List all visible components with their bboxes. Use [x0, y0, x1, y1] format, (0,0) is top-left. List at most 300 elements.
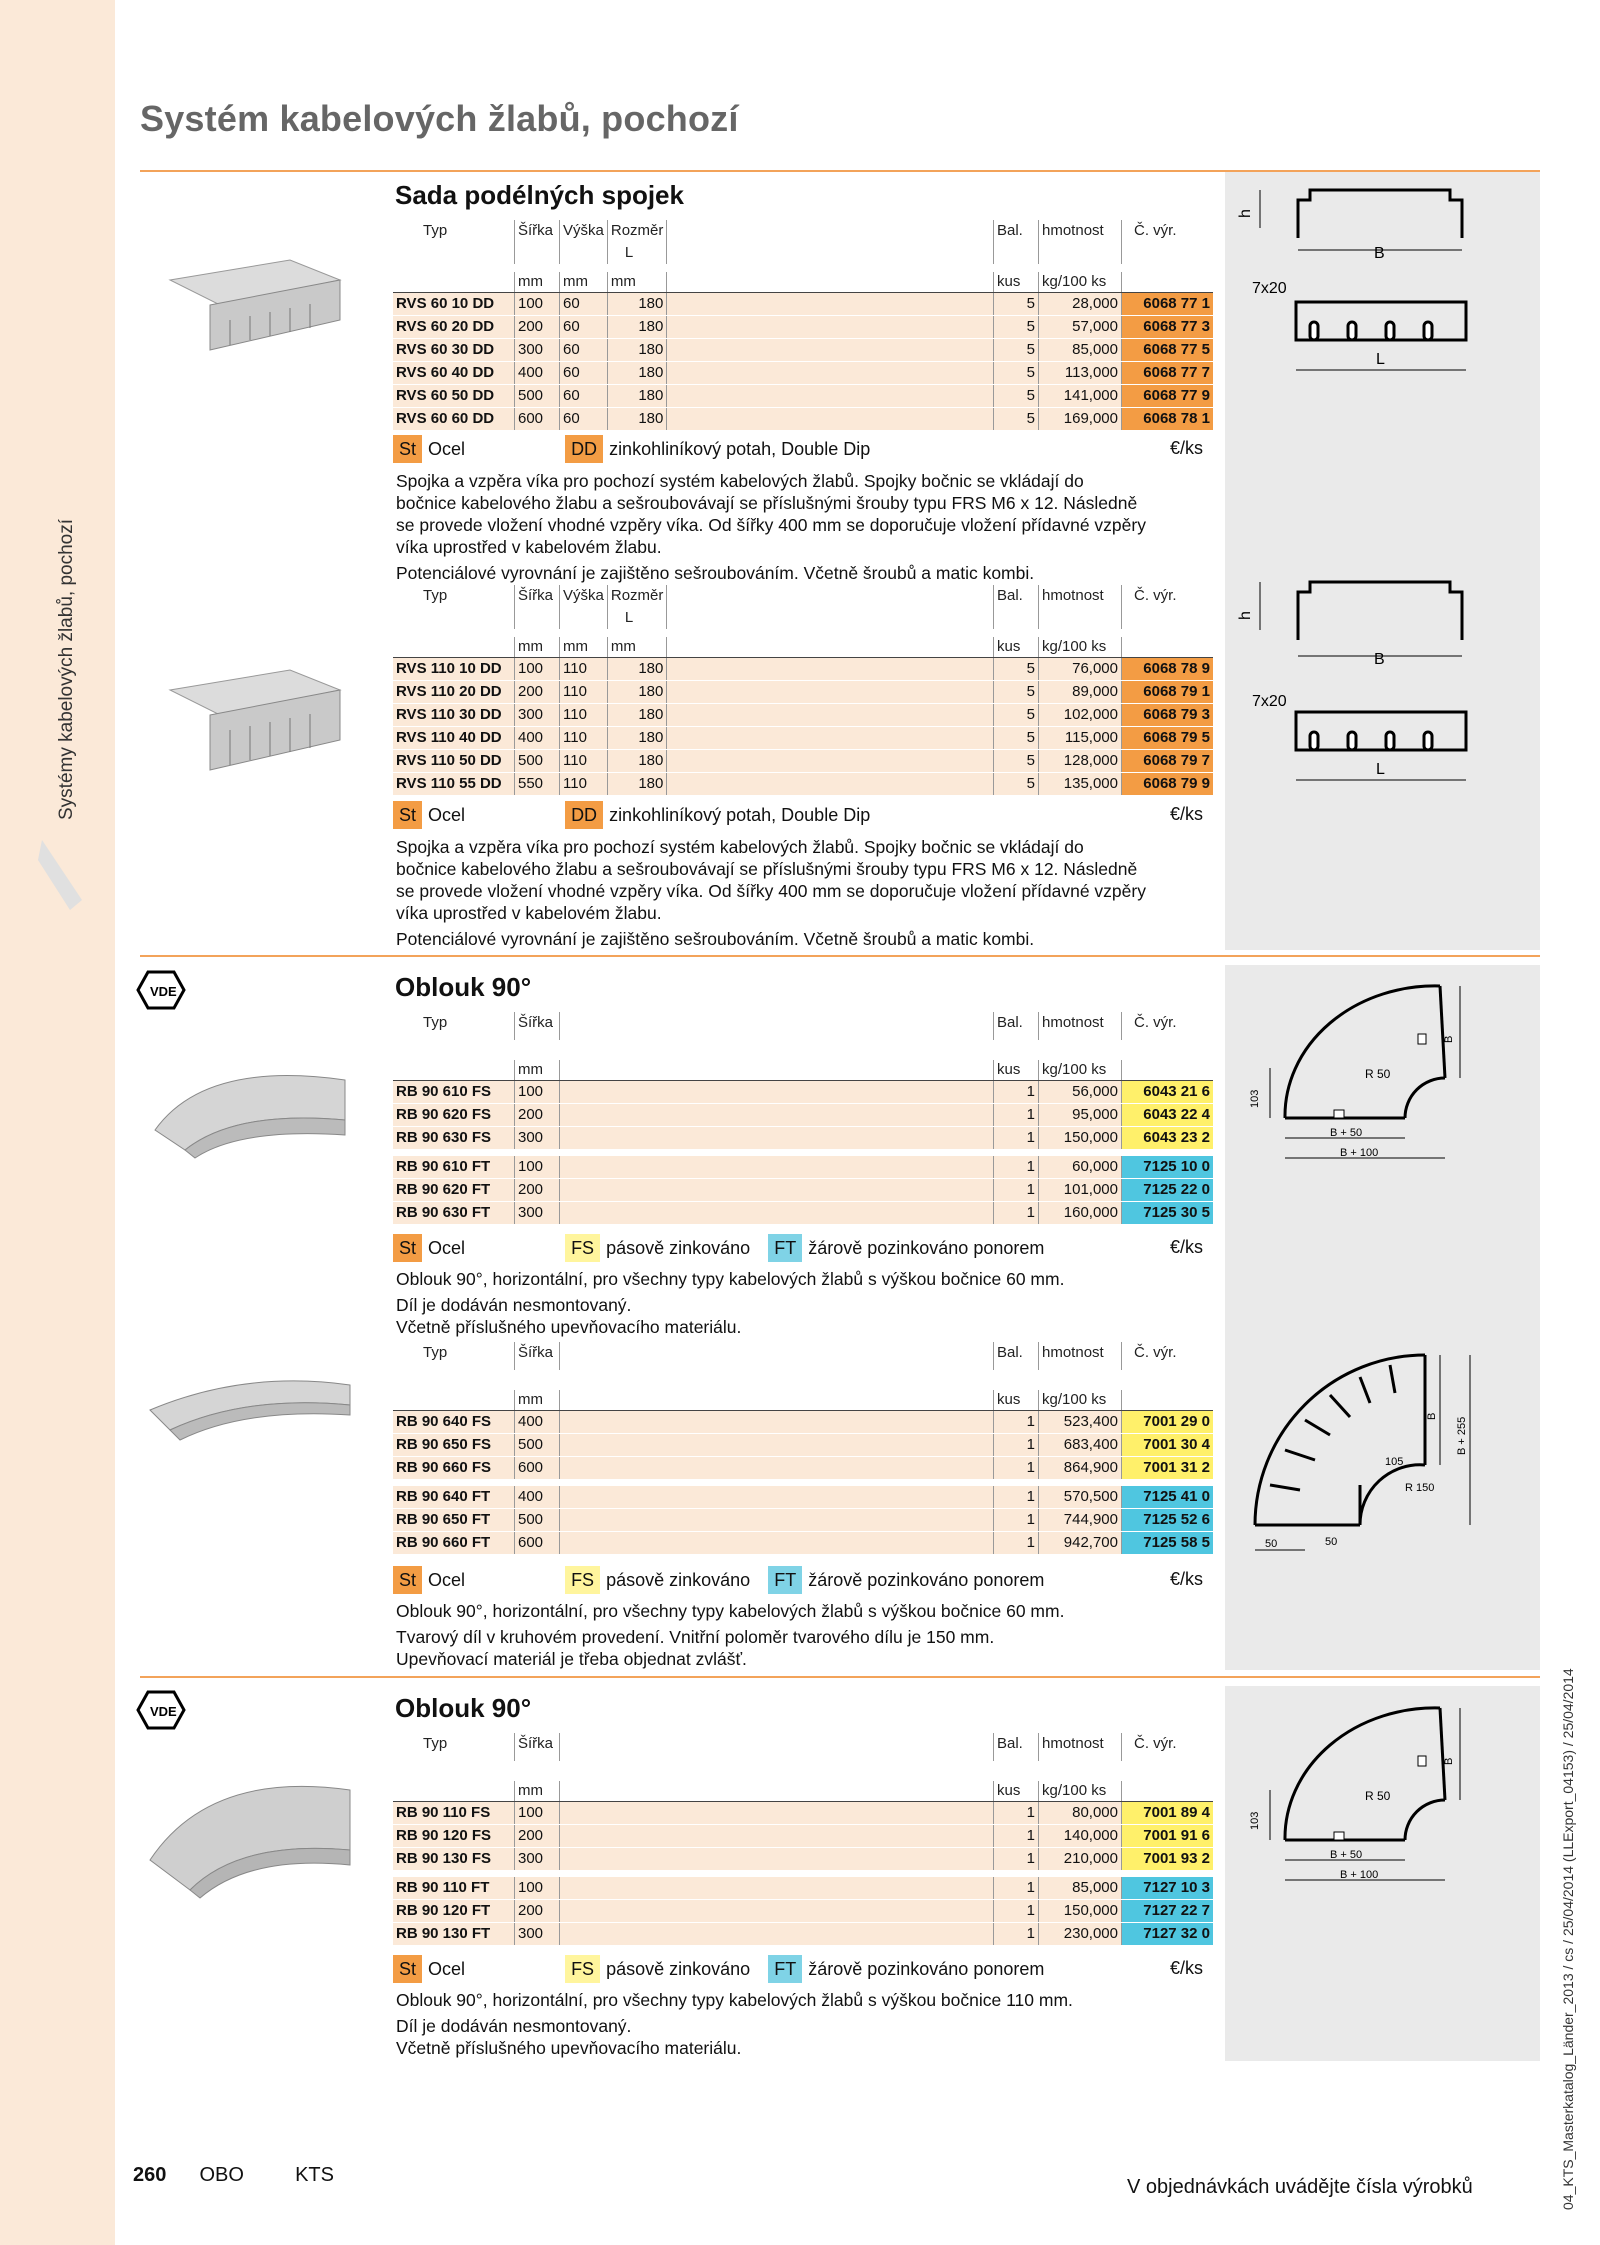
cell-code: 7001 89 4: [1122, 1802, 1214, 1825]
cell-bal: 1: [994, 1179, 1039, 1202]
cell-hmotnost: 744,900: [1039, 1509, 1122, 1532]
cell-vyska: 60: [560, 316, 608, 339]
cell-bal: 5: [994, 750, 1039, 773]
cell-typ: RVS 110 50 DD: [393, 750, 515, 773]
material-st-badge: St: [393, 1955, 422, 1983]
cell-typ: RB 90 610 FT: [393, 1156, 515, 1179]
cell-code: 7125 22 0: [1122, 1179, 1214, 1202]
cell-code: 7125 41 0: [1122, 1486, 1214, 1509]
description: Oblouk 90°, horizontální, pro všechny typy kabelových žlabů s výškou bočnice 60 mm. Díl je dodáván nesmontovaný. Včetně příslušného upevňovacího materiálu.: [396, 1269, 1065, 1337]
col-hmotnost: hmotnost: [1039, 1733, 1122, 1761]
cell-rozmer: 180: [607, 750, 667, 773]
cell-hmotnost: 141,000: [1039, 385, 1122, 408]
cell-typ: RB 90 630 FT: [393, 1202, 515, 1225]
svg-text:R 150: R 150: [1405, 1482, 1435, 1494]
cell-code: 6068 79 5: [1122, 727, 1214, 750]
table-row: [393, 704, 1213, 727]
cell-hmotnost: 80,000: [1039, 1802, 1122, 1825]
table-row: [393, 293, 1213, 316]
table-row: [393, 1825, 1213, 1848]
cell-sirka: 100: [515, 1156, 560, 1179]
product-table: Typ Šířka Výška Rozměr L Bal. hmotnost Č. výr. mm mm mm kus kg/100 ks RVS 110 10 DD 100 110 180 5 76,000 6068 78 9 RVS 110 20 DD 200 110 180 5 89,000 6068 79 1 RVS 110 30 DD 300 110 180 5 102,000 6068 79 3 RVS 110 40 DD 400 110 180 5 115,000 6068 79 5 RVS 110 50 DD 500 110 180 5 128,000 6068 79 7 RVS 110 55 DD 550 110 180 5 135,000 6068 79 9: [393, 585, 1213, 796]
cell-hmotnost: 169,000: [1039, 408, 1122, 431]
cell-rozmer: 180: [607, 293, 667, 316]
cell-bal: 5: [994, 408, 1039, 431]
cell-sirka: 400: [515, 362, 560, 385]
material-fs-badge: FS: [565, 1566, 600, 1594]
cell-hmotnost: 942,700: [1039, 1532, 1122, 1555]
cell-bal: 1: [994, 1411, 1039, 1434]
cell-bal: 5: [994, 773, 1039, 796]
cell-typ: RB 90 640 FT: [393, 1486, 515, 1509]
cell-code: 7125 10 0: [1122, 1156, 1214, 1179]
svg-text:B: B: [1426, 1412, 1438, 1420]
cell-hmotnost: 57,000: [1039, 316, 1122, 339]
cell-typ: RVS 60 20 DD: [393, 316, 515, 339]
svg-text:50: 50: [1325, 1536, 1338, 1548]
cell-bal: 5: [994, 293, 1039, 316]
svg-text:105: 105: [1385, 1456, 1404, 1468]
cell-sirka: 400: [515, 727, 560, 750]
section-divider: [140, 955, 1540, 957]
col-bal: Bal.: [994, 585, 1039, 629]
svg-text:7x20: 7x20: [1252, 280, 1287, 297]
cell-code: 7001 91 6: [1122, 1825, 1214, 1848]
cell-hmotnost: 230,000: [1039, 1923, 1122, 1946]
table-row: [393, 1457, 1213, 1480]
cell-typ: RVS 60 40 DD: [393, 362, 515, 385]
bend-diagram-3: [1240, 1690, 1520, 1900]
cell-code: 6068 78 1: [1122, 408, 1214, 431]
col-bal: Bal.: [994, 1342, 1039, 1370]
description: Spojka a vzpěra víka pro pochozí systém kabelových žlabů. Spojky bočnic se vkládají do bočnice kabelového žlabu a sešroubovávají se příslušnými šrouby typu FRS M6 x 12. Následně se provede vložení vhodné vzpěry víka. Od šířky 400 mm se doporučuje vložení přídavné vzpěry víka uprostřed v kabelovém žlabu. Potenciálové vyrovnání je zajištěno sešroubováním. Včetně šroubů a matic kombi.: [396, 471, 1146, 583]
cell-bal: 5: [994, 362, 1039, 385]
material-line: [393, 435, 870, 463]
col-sirka: Šířka: [515, 220, 560, 264]
material-st-badge: St: [393, 1234, 422, 1262]
footer-right: V objednávkách uvádějte čísla výrobků: [1127, 2176, 1473, 2198]
table-row: [393, 1434, 1213, 1457]
table-row: [393, 1486, 1213, 1509]
table-row: [393, 316, 1213, 339]
cell-code: 6043 22 4: [1122, 1104, 1214, 1127]
table-row: [393, 1848, 1213, 1871]
col-sirka: Šířka: [515, 1012, 560, 1040]
svg-text:B + 50: B + 50: [1330, 1849, 1363, 1861]
material-fs-text: pásově zinkováno: [606, 1959, 751, 1979]
cell-bal: 1: [994, 1202, 1039, 1225]
price-unit: €/ks: [1170, 804, 1204, 824]
svg-text:L: L: [1376, 351, 1385, 368]
cell-sirka: 100: [515, 1802, 560, 1825]
table-row: [393, 750, 1213, 773]
cell-typ: RB 90 660 FT: [393, 1532, 515, 1555]
cell-code: 6068 79 1: [1122, 681, 1214, 704]
cell-code: 6068 77 3: [1122, 316, 1214, 339]
price-unit: €/ks: [1170, 1569, 1204, 1589]
col-typ: Typ: [423, 587, 448, 604]
description: Oblouk 90°, horizontální, pro všechny typy kabelových žlabů s výškou bočnice 60 mm. Tvarový díl v kruhovém provedení. Vnitřní poloměr tvarového dílu je 150 mm. Upevňovací materiál je třeba objednat zvlášť.: [396, 1601, 1065, 1669]
cell-vyska: 60: [560, 362, 608, 385]
product-table: Typ Šířka Bal. hmotnost Č. výr. mm kus kg/100 ks RB 90 110 FS 100 1 80,000 7001 89 4 RB 90 120 FS 200 1 140,000 7001 91 6 RB 90 130 FS 300 1 210,000 7001 93 2 RB 90 110 FT 100 1 85,000 7127 10 3 RB 90 120 FT 200 1 150,000 7127 22 7 RB 90 130 FT 300 1 230,000 7127 32 0: [393, 1733, 1213, 1946]
side-label: Systémy kabelových žlabů, pochozí: [56, 519, 77, 820]
price-unit: €/ks: [1170, 438, 1204, 458]
cell-typ: RB 90 620 FT: [393, 1179, 515, 1202]
material-dd-badge: DD: [565, 801, 603, 829]
cell-typ: RB 90 660 FS: [393, 1457, 515, 1480]
cell-hmotnost: 28,000: [1039, 293, 1122, 316]
col-rozmer: Rozměr L: [607, 585, 667, 629]
svg-text:VDE: VDE: [150, 984, 177, 999]
material-ft-badge: FT: [768, 1566, 802, 1594]
cell-sirka: 500: [515, 1434, 560, 1457]
material-fs-badge: FS: [565, 1234, 600, 1262]
cell-sirka: 300: [515, 704, 560, 727]
cell-sirka: 200: [515, 1825, 560, 1848]
cell-hmotnost: 210,000: [1039, 1848, 1122, 1871]
cell-bal: 1: [994, 1081, 1039, 1104]
svg-text:B: B: [1374, 245, 1385, 262]
material-ft-text: žárově pozinkováno ponorem: [808, 1959, 1045, 1979]
cell-code: 6068 79 3: [1122, 704, 1214, 727]
cell-bal: 5: [994, 339, 1039, 362]
col-typ: Typ: [423, 222, 448, 239]
svg-text:L: L: [1376, 761, 1385, 778]
material-dd-text: zinkohliníkový potah, Double Dip: [609, 805, 871, 825]
table-row: [393, 1900, 1213, 1923]
product-table: Typ Šířka Bal. hmotnost Č. výr. mm kus kg/100 ks RB 90 610 FS 100 1 56,000 6043 21 6 RB 90 620 FS 200 1 95,000 6043 22 4 RB 90 630 FS 300 1 150,000 6043 23 2 RB 90 610 FT 100 1 60,000 7125 10 0 RB 90 620 FT 200 1 101,000 7125 22 0 RB 90 630 FT 300 1 160,000 7125 30 5: [393, 1012, 1213, 1225]
cell-hmotnost: 570,500: [1039, 1486, 1122, 1509]
cell-bal: 1: [994, 1877, 1039, 1900]
coupler-photo-2: [150, 660, 350, 780]
cell-sirka: 200: [515, 681, 560, 704]
cell-code: 6068 77 5: [1122, 339, 1214, 362]
svg-text:B: B: [1443, 1757, 1455, 1765]
cell-bal: 1: [994, 1802, 1039, 1825]
col-hmotnost: hmotnost: [1039, 1342, 1122, 1370]
material-fs-text: pásově zinkováno: [606, 1238, 751, 1258]
cell-sirka: 600: [515, 1532, 560, 1555]
cell-code: 6068 77 7: [1122, 362, 1214, 385]
vde-badge-icon: [130, 968, 190, 1012]
col-bal: Bal.: [994, 220, 1039, 264]
cell-rozmer: 180: [607, 658, 667, 681]
price-unit: €/ks: [1170, 1958, 1204, 1978]
material-st-text: Ocel: [428, 1570, 466, 1590]
cell-hmotnost: 683,400: [1039, 1434, 1122, 1457]
cell-sirka: 500: [515, 750, 560, 773]
cell-sirka: 200: [515, 316, 560, 339]
table-row: [393, 1509, 1213, 1532]
table-row: [393, 385, 1213, 408]
cell-vyska: 110: [560, 773, 608, 796]
svg-text:103: 103: [1249, 1811, 1261, 1830]
cell-typ: RB 90 630 FS: [393, 1127, 515, 1150]
svg-text:103: 103: [1249, 1089, 1261, 1108]
cell-code: 6068 79 9: [1122, 773, 1214, 796]
material-st-badge: St: [393, 435, 422, 463]
svg-text:7x20: 7x20: [1252, 693, 1287, 710]
price-unit: €/ks: [1170, 1237, 1204, 1257]
col-cvyr: Č. výr.: [1122, 220, 1214, 264]
cell-vyska: 60: [560, 408, 608, 431]
col-cvyr: Č. výr.: [1122, 1342, 1214, 1370]
svg-text:B + 50: B + 50: [1330, 1127, 1363, 1139]
cell-hmotnost: 101,000: [1039, 1179, 1122, 1202]
col-sirka: Šířka: [515, 1733, 560, 1761]
col-hmotnost: hmotnost: [1039, 1012, 1122, 1040]
cell-code: 7127 22 7: [1122, 1900, 1214, 1923]
cell-rozmer: 180: [607, 727, 667, 750]
section-title: Oblouk 90°: [395, 972, 532, 1002]
cell-typ: RVS 60 60 DD: [393, 408, 515, 431]
cell-bal: 1: [994, 1127, 1039, 1150]
cell-bal: 5: [994, 658, 1039, 681]
svg-text:h: h: [1237, 209, 1254, 218]
cell-hmotnost: 864,900: [1039, 1457, 1122, 1480]
cell-hmotnost: 128,000: [1039, 750, 1122, 773]
side-arrow-icon: [38, 840, 86, 910]
svg-text:B: B: [1443, 1035, 1455, 1043]
cell-sirka: 300: [515, 1202, 560, 1225]
cell-bal: 1: [994, 1434, 1039, 1457]
cell-hmotnost: 113,000: [1039, 362, 1122, 385]
cell-bal: 1: [994, 1532, 1039, 1555]
cell-vyska: 110: [560, 750, 608, 773]
col-cvyr: Č. výr.: [1122, 585, 1214, 629]
cell-typ: RB 90 120 FS: [393, 1825, 515, 1848]
col-cvyr: Č. výr.: [1122, 1733, 1214, 1761]
cell-sirka: 100: [515, 293, 560, 316]
table-row: [393, 1104, 1213, 1127]
cell-hmotnost: 115,000: [1039, 727, 1122, 750]
cell-vyska: 60: [560, 293, 608, 316]
footer-section: KTS: [295, 2164, 334, 2186]
svg-text:B: B: [1374, 651, 1385, 668]
material-fs-text: pásově zinkováno: [606, 1570, 751, 1590]
material-ft-badge: FT: [768, 1955, 802, 1983]
material-ft-text: žárově pozinkováno ponorem: [808, 1238, 1045, 1258]
col-bal: Bal.: [994, 1733, 1039, 1761]
cell-bal: 1: [994, 1104, 1039, 1127]
cell-typ: RB 90 650 FT: [393, 1509, 515, 1532]
cell-code: 7125 30 5: [1122, 1202, 1214, 1225]
svg-text:50: 50: [1265, 1538, 1278, 1550]
svg-text:B + 100: B + 100: [1340, 1147, 1379, 1159]
cell-typ: RVS 60 10 DD: [393, 293, 515, 316]
cell-sirka: 500: [515, 385, 560, 408]
cell-vyska: 110: [560, 704, 608, 727]
vde-badge-icon: [130, 1688, 190, 1732]
cell-code: 6043 21 6: [1122, 1081, 1214, 1104]
cell-code: 6043 23 2: [1122, 1127, 1214, 1150]
cell-typ: RVS 60 50 DD: [393, 385, 515, 408]
material-dd-text: zinkohliníkový potah, Double Dip: [609, 439, 871, 459]
cell-typ: RVS 110 20 DD: [393, 681, 515, 704]
cell-code: 7001 30 4: [1122, 1434, 1214, 1457]
cell-code: 7001 29 0: [1122, 1411, 1214, 1434]
cell-sirka: 600: [515, 408, 560, 431]
cell-typ: RVS 110 40 DD: [393, 727, 515, 750]
material-ft-badge: FT: [768, 1234, 802, 1262]
material-dd-badge: DD: [565, 435, 603, 463]
cell-sirka: 300: [515, 1923, 560, 1946]
cell-hmotnost: 160,000: [1039, 1202, 1122, 1225]
table-row: [393, 408, 1213, 431]
cell-rozmer: 180: [607, 362, 667, 385]
svg-text:B + 255: B + 255: [1456, 1416, 1468, 1455]
cell-sirka: 100: [515, 658, 560, 681]
cell-typ: RB 90 640 FS: [393, 1411, 515, 1434]
col-typ: Typ: [423, 1344, 448, 1361]
section-title: Sada podélných spojek: [395, 180, 684, 210]
cell-sirka: 100: [515, 1081, 560, 1104]
table-row: [393, 1202, 1213, 1225]
svg-text:VDE: VDE: [150, 1704, 177, 1719]
cell-code: 6068 77 9: [1122, 385, 1214, 408]
col-hmotnost: hmotnost: [1039, 220, 1122, 264]
cell-sirka: 300: [515, 339, 560, 362]
cell-hmotnost: 85,000: [1039, 1877, 1122, 1900]
coupler-photo: [150, 250, 350, 370]
cell-sirka: 200: [515, 1104, 560, 1127]
section-divider: [140, 1676, 1540, 1678]
description: Oblouk 90°, horizontální, pro všechny typy kabelových žlabů s výškou bočnice 110 mm. Díl je dodáván nesmontovaný. Včetně příslušného upevňovacího materiálu.: [396, 1990, 1073, 2058]
cell-vyska: 110: [560, 681, 608, 704]
cell-sirka: 500: [515, 1509, 560, 1532]
cell-bal: 1: [994, 1156, 1039, 1179]
table-row: [393, 681, 1213, 704]
cell-rozmer: 180: [607, 704, 667, 727]
col-typ: Typ: [423, 1014, 448, 1031]
cell-sirka: 400: [515, 1486, 560, 1509]
cell-code: 7001 93 2: [1122, 1848, 1214, 1871]
cell-code: 7127 32 0: [1122, 1923, 1214, 1946]
cell-bal: 1: [994, 1457, 1039, 1480]
cell-hmotnost: 56,000: [1039, 1081, 1122, 1104]
cell-code: 6068 77 1: [1122, 293, 1214, 316]
table-row: [393, 1411, 1213, 1434]
material-line: [393, 1955, 1044, 1983]
cell-code: 6068 79 7: [1122, 750, 1214, 773]
material-st-text: Ocel: [428, 1959, 466, 1979]
svg-text:R 50: R 50: [1365, 1067, 1391, 1081]
coupler-diagram-2: [1237, 550, 1510, 790]
cell-typ: RB 90 610 FS: [393, 1081, 515, 1104]
cell-bal: 1: [994, 1848, 1039, 1871]
cell-rozmer: 180: [607, 681, 667, 704]
cell-sirka: 550: [515, 773, 560, 796]
material-fs-badge: FS: [565, 1955, 600, 1983]
material-line: [393, 801, 870, 829]
material-ft-text: žárově pozinkováno ponorem: [808, 1570, 1045, 1590]
cell-rozmer: 180: [607, 316, 667, 339]
table-row: [393, 1156, 1213, 1179]
col-vyska: Výška: [560, 585, 608, 629]
cell-typ: RB 90 120 FT: [393, 1900, 515, 1923]
cell-hmotnost: 60,000: [1039, 1156, 1122, 1179]
cell-hmotnost: 85,000: [1039, 339, 1122, 362]
cell-bal: 1: [994, 1825, 1039, 1848]
cell-bal: 1: [994, 1900, 1039, 1923]
table-row: [393, 362, 1213, 385]
bend-photo-2: [145, 1360, 355, 1460]
table-row: [393, 727, 1213, 750]
col-rozmer: Rozměr L: [607, 220, 667, 264]
cell-hmotnost: 95,000: [1039, 1104, 1122, 1127]
cell-vyska: 110: [560, 658, 608, 681]
side-note: 04_KTS_Masterkatalog_Länder_2013 / cs / 25/04/2014 (LLExport_04153) / 25/04/2014: [1560, 1668, 1576, 2210]
table-row: [393, 1532, 1213, 1555]
cell-typ: RVS 110 55 DD: [393, 773, 515, 796]
cell-vyska: 60: [560, 385, 608, 408]
cell-typ: RB 90 620 FS: [393, 1104, 515, 1127]
coupler-diagram: [1237, 180, 1510, 410]
left-band: [0, 0, 115, 2245]
bend-diagram-2: [1240, 1325, 1520, 1565]
cell-bal: 1: [994, 1509, 1039, 1532]
table-row: [393, 1081, 1213, 1104]
cell-bal: 5: [994, 681, 1039, 704]
cell-bal: 5: [994, 316, 1039, 339]
cell-code: 7125 52 6: [1122, 1509, 1214, 1532]
cell-typ: RB 90 130 FT: [393, 1923, 515, 1946]
material-st-badge: St: [393, 1566, 422, 1594]
cell-typ: RVS 110 30 DD: [393, 704, 515, 727]
table-row: [393, 1802, 1213, 1825]
cell-sirka: 600: [515, 1457, 560, 1480]
cell-typ: RB 90 110 FS: [393, 1802, 515, 1825]
cell-sirka: 400: [515, 1411, 560, 1434]
cell-sirka: 300: [515, 1848, 560, 1871]
bend-photo-3: [140, 1750, 360, 1900]
cell-sirka: 200: [515, 1179, 560, 1202]
cell-code: 7001 31 2: [1122, 1457, 1214, 1480]
cell-code: 7125 58 5: [1122, 1532, 1214, 1555]
table-row: [393, 658, 1213, 681]
cell-rozmer: 180: [607, 385, 667, 408]
table-row: [393, 339, 1213, 362]
col-hmotnost: hmotnost: [1039, 585, 1122, 629]
footer-brand: OBO: [199, 2164, 244, 2186]
cell-vyska: 60: [560, 339, 608, 362]
cell-hmotnost: 135,000: [1039, 773, 1122, 796]
product-table: Typ Šířka Výška Rozměr L Bal. hmotnost Č. výr. mm mm mm kus kg/100 ks RVS 60 10 DD 100 60 180 5 28,000 6068 77 1 RVS 60 20 DD 200 60 180 5 57,000 6068 77 3 RVS 60 30 DD 300 60 180 5 85,000 6068 77 5 RVS 60 40 DD 400 60 180 5 113,000 6068 77 7 RVS 60 50 DD 500 60 180 5 141,000 6068 77 9 RVS 60 60 DD 600 60 180 5 169,000 6068 78 1: [393, 220, 1213, 431]
cell-vyska: 110: [560, 727, 608, 750]
cell-rozmer: 180: [607, 339, 667, 362]
col-vyska: Výška: [560, 220, 608, 264]
cell-bal: 5: [994, 385, 1039, 408]
table-row: [393, 1923, 1213, 1946]
table-row: [393, 773, 1213, 796]
cell-sirka: 200: [515, 1900, 560, 1923]
cell-bal: 1: [994, 1923, 1039, 1946]
cell-rozmer: 180: [607, 408, 667, 431]
cell-sirka: 100: [515, 1877, 560, 1900]
page-number: 260: [133, 2164, 167, 2186]
cell-bal: 1: [994, 1486, 1039, 1509]
description: Spojka a vzpěra víka pro pochozí systém kabelových žlabů. Spojky bočnic se vkládají do bočnice kabelového žlabu a sešroubovávají se příslušnými šrouby typu FRS M6 x 12. Následně se provede vložení vhodné vzpěry víka. Od šířky 400 mm se doporučuje vložení přídavné vzpěry víka uprostřed v kabelovém žlabu. Potenciálové vyrovnání je zajištěno sešroubováním. Včetně šroubů a matic kombi.: [396, 837, 1146, 949]
svg-text:B + 100: B + 100: [1340, 1869, 1379, 1881]
cell-typ: RB 90 130 FS: [393, 1848, 515, 1871]
cell-sirka: 300: [515, 1127, 560, 1150]
material-st-text: Ocel: [428, 439, 466, 459]
material-line: [393, 1566, 1044, 1594]
cell-typ: RB 90 110 FT: [393, 1877, 515, 1900]
cell-hmotnost: 76,000: [1039, 658, 1122, 681]
material-line: [393, 1234, 1044, 1262]
cell-typ: RB 90 650 FS: [393, 1434, 515, 1457]
